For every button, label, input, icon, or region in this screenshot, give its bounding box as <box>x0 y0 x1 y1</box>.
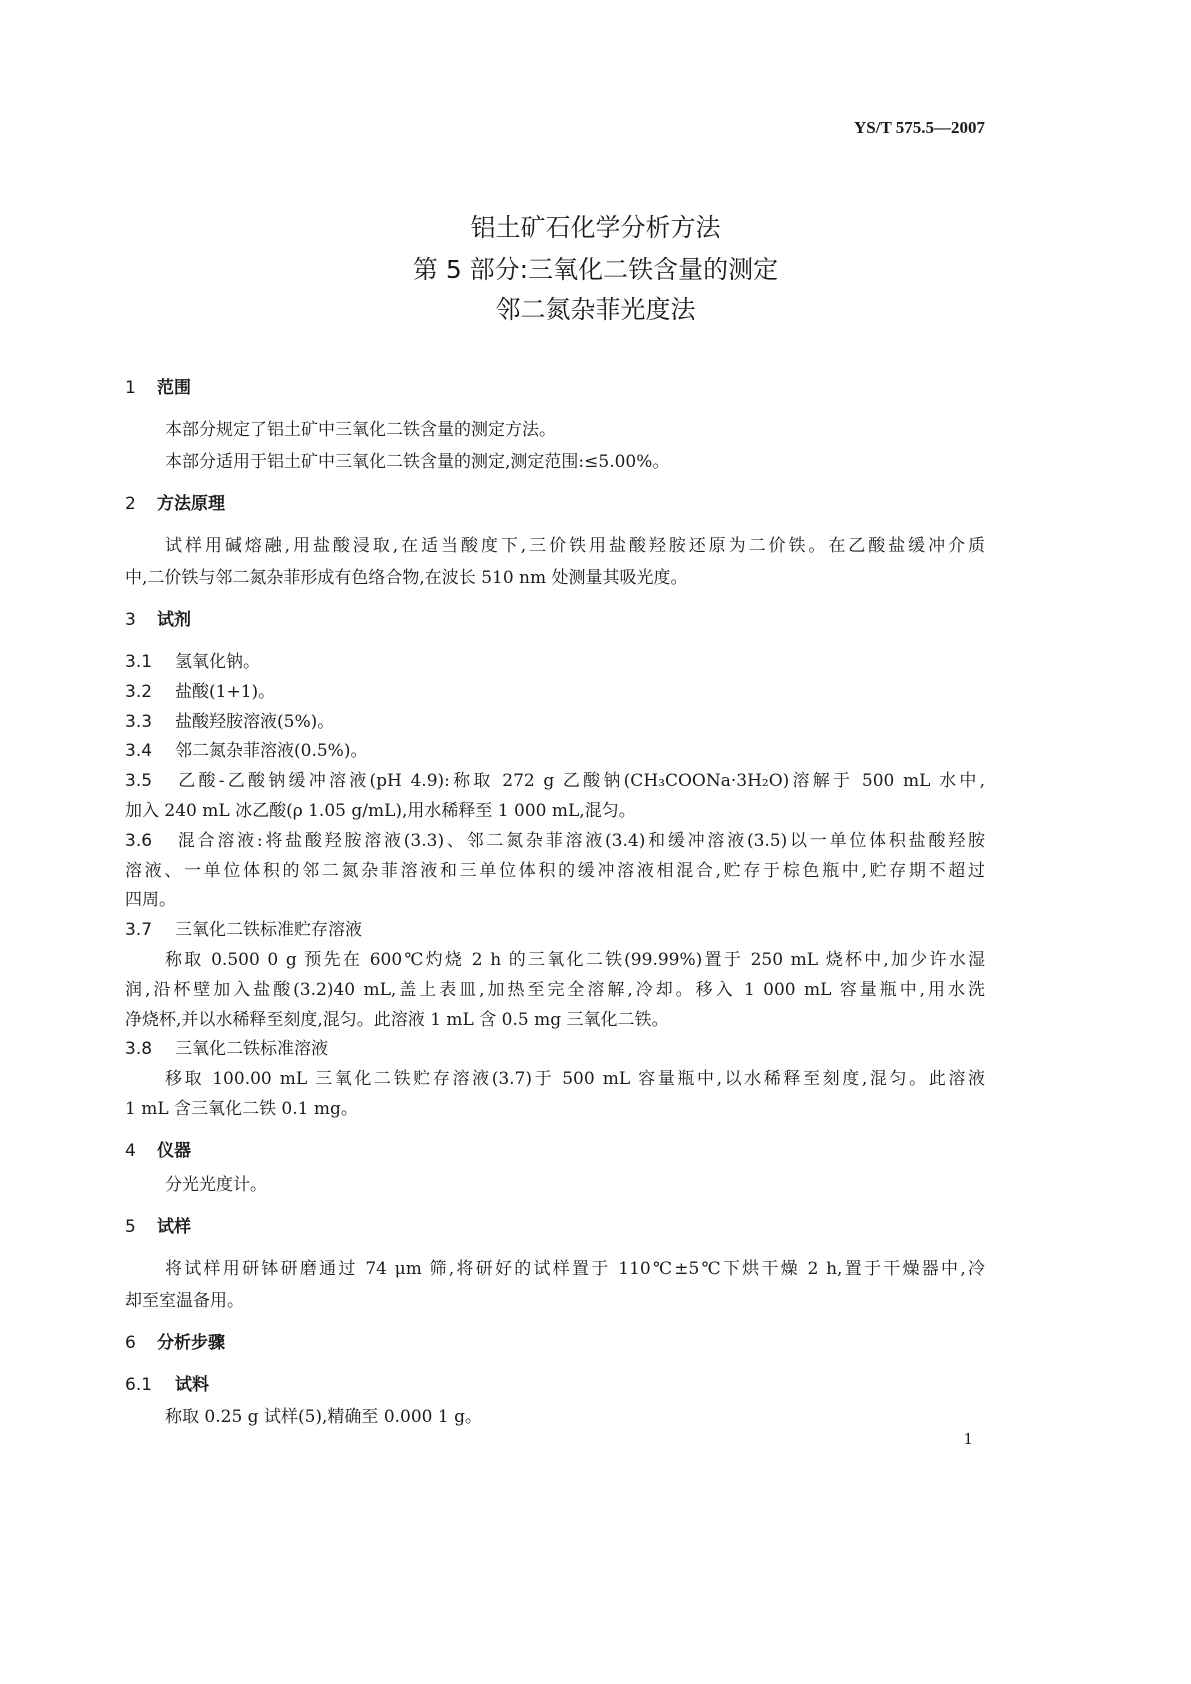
section-title: 分析步骤 <box>157 1333 225 1353</box>
item-text: 氢氧化钠。 <box>175 652 260 672</box>
paragraph-line: 称取 0.25 g 试样(5),精确至 0.000 1 g。 <box>165 1407 483 1427</box>
paragraph-line: 却至室温备用。 <box>125 1291 244 1311</box>
paragraph-line: 试样用碱熔融,用盐酸浸取,在适当酸度下,三价铁用盐酸羟胺还原为二价铁。在乙酸盐缓冲介质 <box>165 536 985 556</box>
section-2-heading <box>125 489 225 514</box>
item-number: 6.1 <box>125 1375 153 1395</box>
section-title: 试剂 <box>157 610 191 630</box>
paragraph-line: 本部分适用于铝土矿中三氧化二铁含量的测定,测定范围:≤5.00%。 <box>165 452 670 472</box>
item-number: 3.3 <box>125 712 153 732</box>
section-5-heading <box>125 1212 191 1237</box>
title-line-2: 第 5 部分:三氧化二铁含量的测定 <box>412 255 779 284</box>
item-text: 乙酸-乙酸钠缓冲溶液(pH 4.9):称取 272 g 乙酸钠(CH₃COONa·3H₂O)溶解于 500 mL 水中, <box>175 771 985 791</box>
item-number: 3.4 <box>125 741 153 761</box>
item-3-7 <box>125 915 985 940</box>
item-3-6 <box>125 826 985 851</box>
paragraph-line: 称取 0.500 0 g 预先在 600℃灼烧 2 h 的三氧化二铁(99.99%)置于 250 mL 烧杯中,加少许水湿 <box>165 950 985 970</box>
paragraph-line: 溶液、一单位体积的邻二氮杂菲溶液和三单位体积的缓冲溶液相混合,贮存于棕色瓶中,贮存期不超过 <box>125 861 985 881</box>
section-title: 仪器 <box>157 1141 191 1161</box>
item-3-1 <box>125 647 985 672</box>
section-number: 5 <box>125 1217 136 1237</box>
item-number: 3.1 <box>125 652 153 672</box>
page-number: 1 <box>963 1430 973 1448</box>
paragraph-line: 本部分规定了铝土矿中三氧化二铁含量的测定方法。 <box>165 420 556 440</box>
title-line-3: 邻二氮杂菲光度法 <box>495 295 696 324</box>
subsection-6-1 <box>125 1370 985 1395</box>
item-number: 3.5 <box>125 771 153 791</box>
section-number: 6 <box>125 1333 136 1353</box>
paragraph-line: 分光光度计。 <box>165 1175 267 1195</box>
item-title: 三氧化二铁标准贮存溶液 <box>175 920 362 940</box>
item-text: 混合溶液:将盐酸羟胺溶液(3.3)、邻二氮杂菲溶液(3.4)和缓冲溶液(3.5)以一单位体积盐酸羟胺 <box>175 831 985 851</box>
section-1-heading <box>125 373 191 398</box>
section-number: 2 <box>125 494 136 514</box>
title-line-1: 铝土矿石化学分析方法 <box>470 213 721 242</box>
section-3-heading <box>125 605 191 630</box>
paragraph-line: 1 mL 含三氧化二铁 0.1 mg。 <box>125 1099 358 1119</box>
standard-code: YS/T 575.5—2007 <box>854 118 985 137</box>
paragraph-line: 净烧杯,并以水稀释至刻度,混匀。此溶液 1 mL 含 0.5 mg 三氧化二铁。 <box>125 1010 669 1030</box>
item-title: 三氧化二铁标准溶液 <box>175 1039 328 1059</box>
paragraph-line: 四周。 <box>125 890 176 910</box>
item-title: 试料 <box>175 1375 209 1395</box>
section-6-heading <box>125 1328 225 1353</box>
item-number: 3.7 <box>125 920 153 940</box>
item-3-8 <box>125 1034 985 1059</box>
section-number: 3 <box>125 610 136 630</box>
section-title: 范围 <box>157 378 191 398</box>
item-number: 3.8 <box>125 1039 153 1059</box>
item-3-2 <box>125 677 985 702</box>
paragraph-line: 加入 240 mL 冰乙酸(ρ 1.05 g/mL),用水稀释至 1 000 mL,混匀。 <box>125 801 636 821</box>
section-4-heading <box>125 1136 191 1161</box>
section-title: 试样 <box>157 1217 191 1237</box>
paragraph-line: 润,沿杯壁加入盐酸(3.2)40 mL,盖上表皿,加热至完全溶解,冷却。移入 1 000 mL 容量瓶中,用水洗 <box>125 980 985 1000</box>
paragraph-line: 中,二价铁与邻二氮杂菲形成有色络合物,在波长 510 nm 处测量其吸光度。 <box>125 568 688 588</box>
section-number: 1 <box>125 378 136 398</box>
item-3-5 <box>125 766 985 791</box>
item-3-4 <box>125 736 985 761</box>
item-text: 邻二氮杂菲溶液(0.5%)。 <box>175 741 368 761</box>
paragraph-line: 将试样用研钵研磨通过 74 μm 筛,将研好的试样置于 110℃±5℃下烘干燥 2 h,置于干燥器中,冷 <box>165 1259 985 1279</box>
item-text: 盐酸(1+1)。 <box>175 682 276 702</box>
paragraph-line: 移取 100.00 mL 三氧化二铁贮存溶液(3.7)于 500 mL 容量瓶中,以水稀释至刻度,混匀。此溶液 <box>165 1069 985 1089</box>
item-text: 盐酸羟胺溶液(5%)。 <box>175 712 335 732</box>
item-number: 3.2 <box>125 682 153 702</box>
item-number: 3.6 <box>125 831 153 851</box>
section-title: 方法原理 <box>157 494 225 514</box>
section-number: 4 <box>125 1141 136 1161</box>
item-3-3 <box>125 707 985 732</box>
